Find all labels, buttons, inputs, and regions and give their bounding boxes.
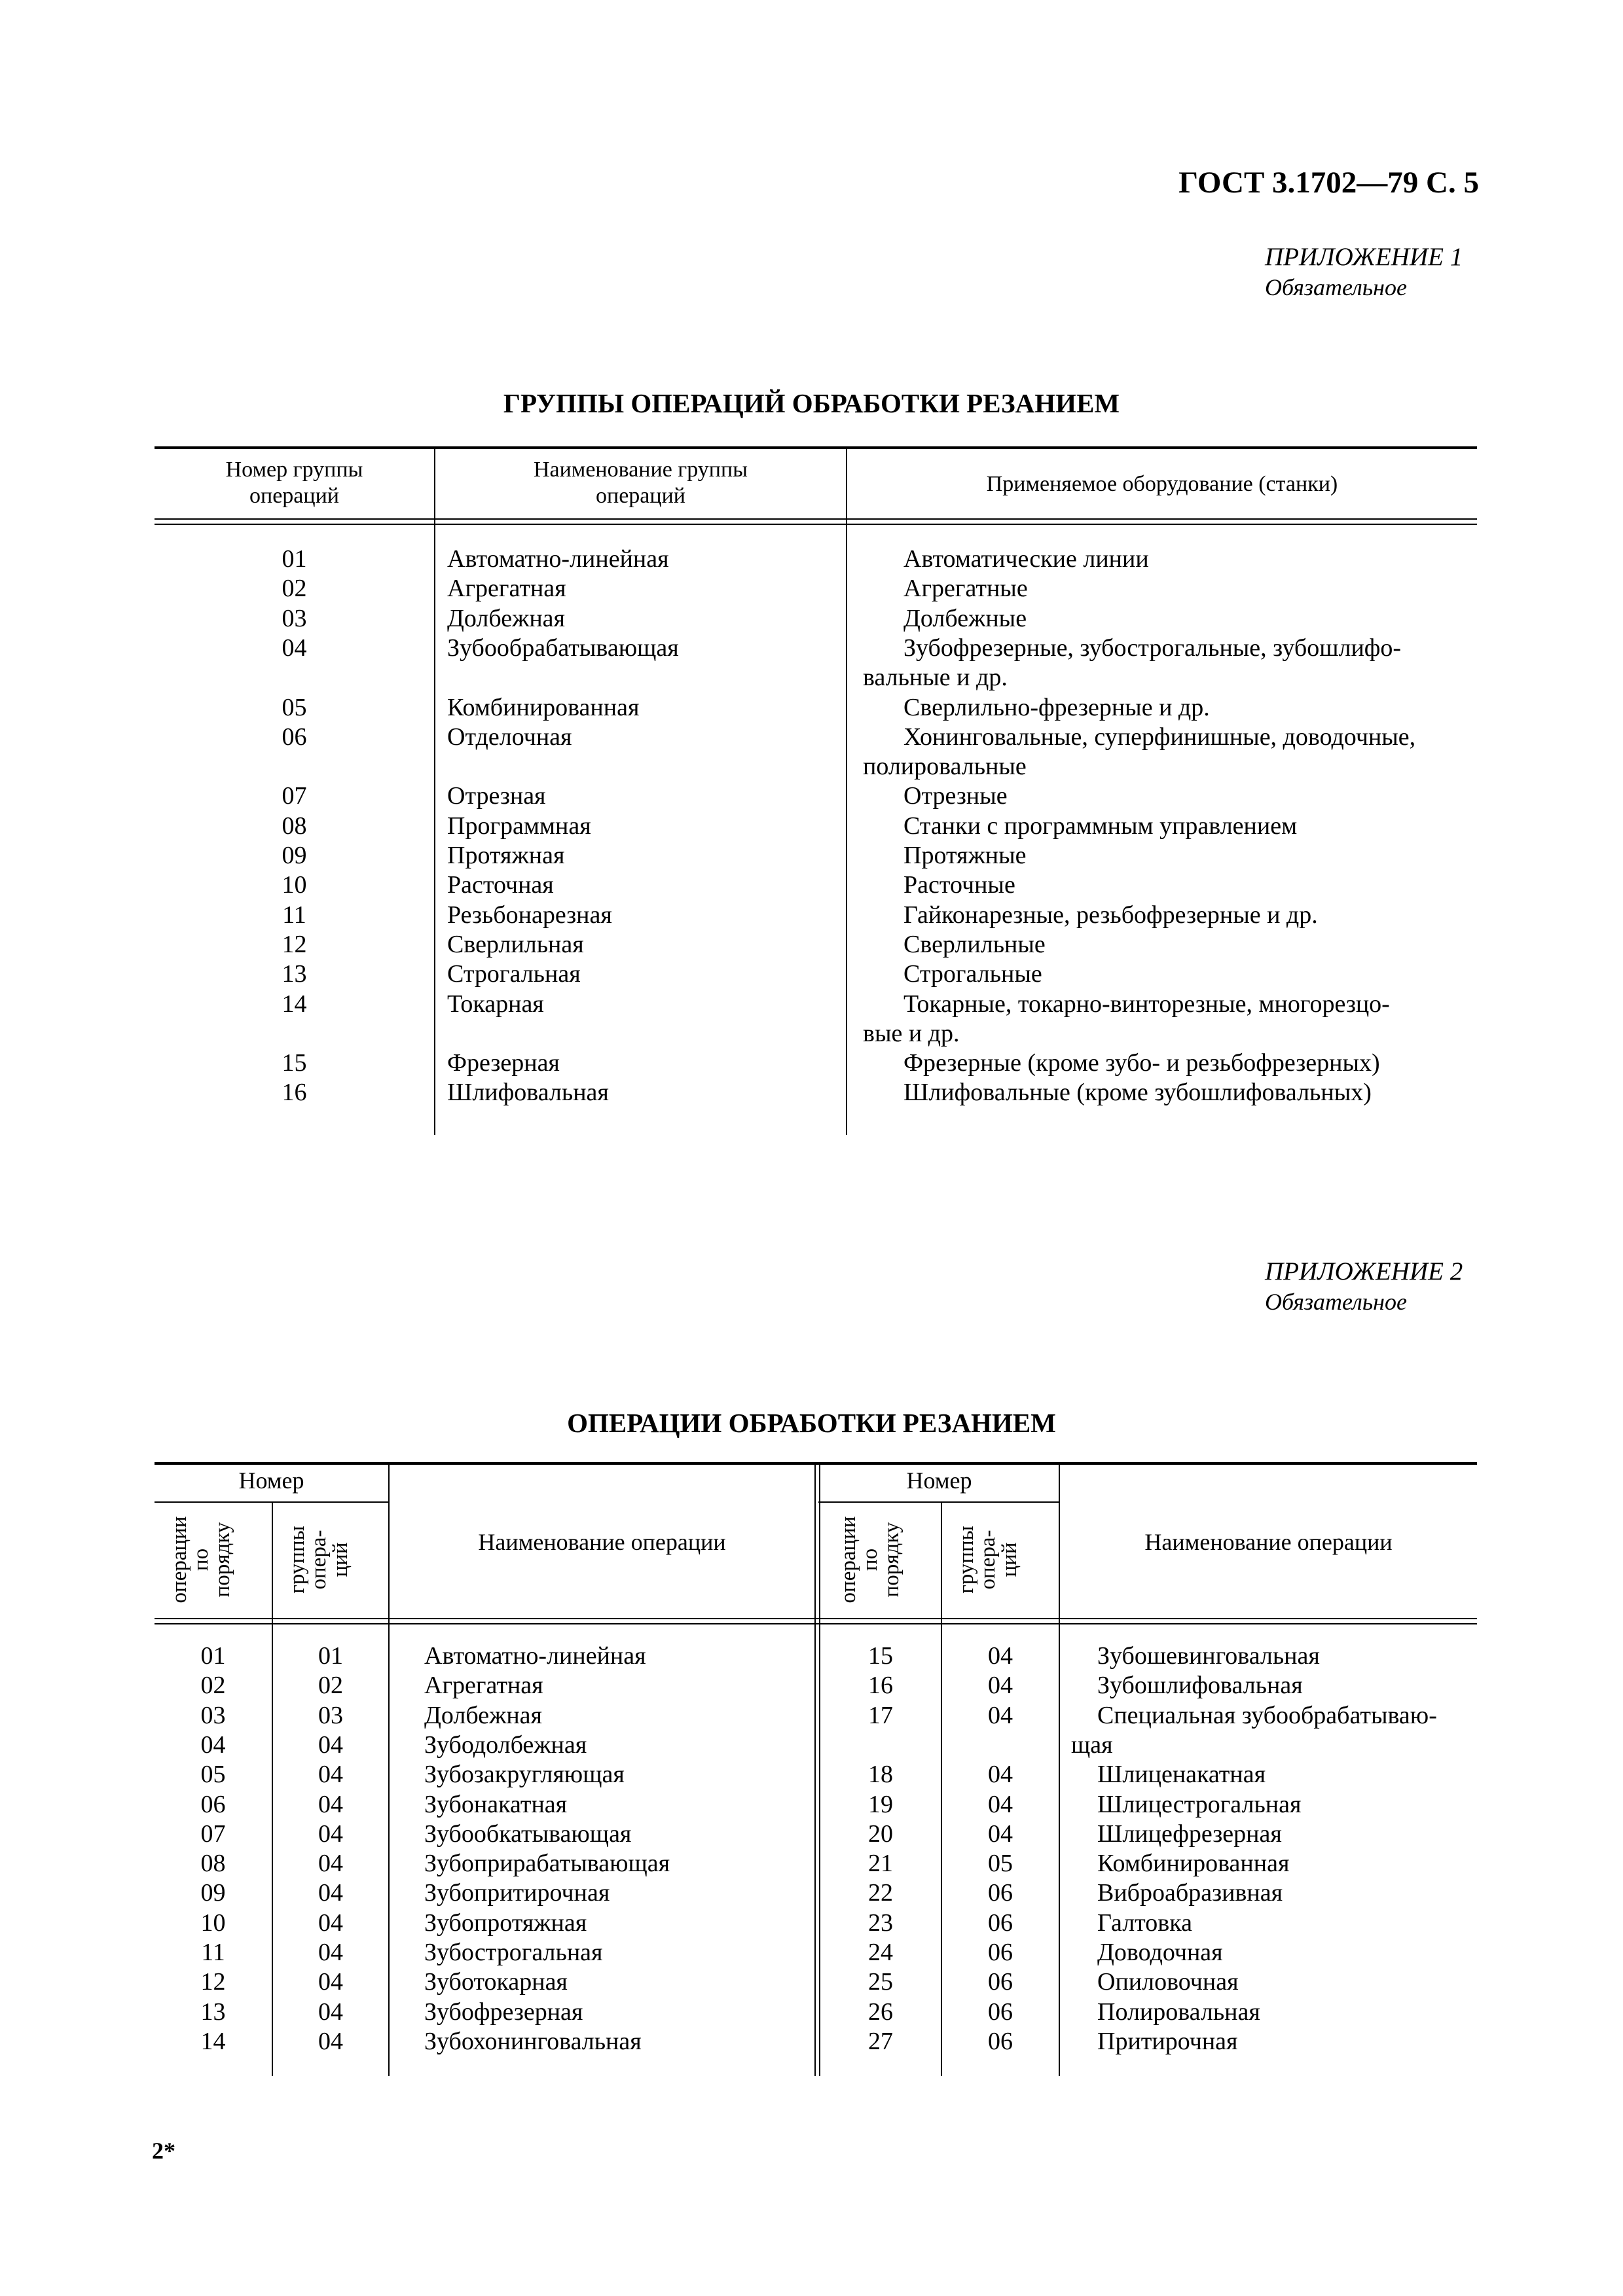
group-name-cell: Отделочная [447,723,572,751]
op-order-cell: 27 [868,2027,893,2055]
op-group-cell: 04 [988,1790,1013,1818]
op-order-cell: 23 [868,1909,893,1937]
op-name-cell: Зубодолбежная [424,1731,587,1759]
equipment-cell: Автоматические линии [903,545,1149,573]
op-order-cell: 15 [868,1642,893,1670]
op-group-cell: 04 [318,1731,343,1759]
op-name-cell: Зубошлифовальная [1097,1672,1303,1700]
column-header-number-left: Номер [238,1467,304,1494]
op-group-cell: 06 [988,2027,1013,2055]
op-order-cell: 07 [200,1820,226,1848]
group-name-cell: Сверлильная [447,930,584,958]
op-group-cell: 04 [988,1701,1013,1729]
group-name-cell: Долбежная [447,604,566,632]
column-header-group-name: Наименование группы операций [533,457,748,508]
group-number-cell: 02 [282,575,307,603]
group-number-cell: 10 [282,871,307,899]
group-name-cell: Токарная [447,990,544,1018]
op-name-cell: Зуботокарная [424,1968,568,1996]
op-order-cell: 26 [868,1998,893,2026]
op-order-cell: 06 [200,1790,226,1818]
op-name-cell: Агрегатная [424,1672,543,1700]
group-number-cell: 09 [282,842,307,869]
equipment-cell: Отрезные [903,782,1008,810]
op-group-cell: 04 [318,1909,343,1937]
op-order-cell: 05 [200,1761,226,1789]
op-name-cell: Зубопритирочная [424,1879,610,1907]
op-order-cell: 01 [200,1642,226,1670]
op-group-cell: 06 [988,1909,1013,1937]
group-name-cell: Программная [447,812,591,840]
column-header-group-left: группы опера- ций [285,1526,352,1594]
op-name-cell: Виброабразивная [1097,1879,1283,1907]
op-order-cell: 12 [200,1968,226,1996]
equipment-cell: Протяжные [903,842,1027,869]
equipment-cell: Строгальные [903,960,1042,988]
appendix-1-status: Обязательное [1265,274,1407,300]
op-name-cell: Галтовка [1097,1909,1192,1937]
op-order-cell: 19 [868,1790,893,1818]
op-group-cell: 02 [318,1672,343,1700]
op-name-cell: Зубофрезерная [424,1998,583,2026]
op-group-cell: 04 [988,1820,1013,1848]
group-number-cell: 12 [282,930,307,958]
group-name-cell: Расточная [447,871,554,899]
equipment-cell: Токарные, токарно-винторезные, многорезцо- [903,990,1390,1018]
op-name-cell: Зубострогальная [424,1939,603,1966]
equipment-cell: Хонинговальные, суперфинишные, доводочные, [903,723,1416,751]
op-order-cell: 24 [868,1939,893,1966]
group-name-cell: Протяжная [447,842,565,869]
op-name-cell: Шлицестрогальная [1097,1790,1302,1818]
table-2-title: ОПЕРАЦИИ ОБРАБОТКИ РЕЗАНИЕМ [567,1408,1056,1438]
op-group-cell: 04 [318,1850,343,1878]
group-number-cell: 13 [282,960,307,988]
op-group-cell: 06 [988,1968,1013,1996]
equipment-cell: Гайконарезные, резьбофрезерные и др. [903,901,1318,929]
group-number-cell: 01 [282,545,307,573]
op-order-cell: 03 [200,1701,226,1729]
op-group-cell: 04 [318,1998,343,2026]
group-number-cell: 14 [282,990,307,1018]
group-name-cell: Шлифовальная [447,1079,609,1107]
group-number-cell: 08 [282,812,307,840]
equipment-cell: Станки с программным управлением [903,812,1298,840]
op-name-cell: Зубошевинговальная [1097,1642,1320,1670]
document-header: ГОСТ 3.1702—79 С. 5 [1178,166,1479,200]
group-number-cell: 16 [282,1079,307,1107]
column-header-op-name-left: Наименование операции [478,1529,726,1555]
op-name-cell: Специальная зубообрабатываю- [1097,1701,1437,1729]
op-name-cell: Шлицефрезерная [1097,1820,1282,1848]
op-name-cell: Зубопротяжная [424,1909,587,1937]
op-name-cell: Зубонакатная [424,1790,568,1818]
op-order-cell: 10 [200,1909,226,1937]
group-name-cell: Автоматно-линейная [447,545,669,573]
equipment-cell: Зубофрезерные, зубострогальные, зубошлифо- [903,634,1402,662]
op-name-cell: Зубохонинговальная [424,2027,642,2055]
column-header-op-order-left: операции по порядку [168,1516,234,1604]
op-order-cell: 11 [201,1939,225,1966]
page-footer-mark: 2* [152,2138,175,2164]
op-order-cell: 18 [868,1761,893,1789]
op-name-cell: Автоматно-линейная [424,1642,646,1670]
group-number-cell: 07 [282,782,307,810]
column-header-equipment: Применяемое оборудование (станки) [986,472,1338,496]
op-name-cell: Притирочная [1097,2027,1238,2055]
op-name-cell: Зубоприрабатывающая [424,1850,670,1878]
op-group-cell: 04 [318,2027,343,2055]
equipment-cell-continuation: вальные и др. [863,664,1008,692]
op-order-cell: 04 [200,1731,226,1759]
op-order-cell: 09 [200,1879,226,1907]
op-group-cell: 04 [318,1790,343,1818]
appendix-2-label: ПРИЛОЖЕНИЕ 2 [1265,1257,1463,1285]
appendix-1-label: ПРИЛОЖЕНИЕ 1 [1265,243,1463,271]
equipment-cell: Сверлильно-фрезерные и др. [903,693,1210,721]
op-group-cell: 04 [318,1820,343,1848]
group-name-cell: Комбинированная [447,693,640,721]
op-order-cell: 02 [200,1672,226,1700]
op-order-cell: 21 [868,1850,893,1878]
op-name-cell: Зубообкатывающая [424,1820,632,1848]
op-group-cell: 04 [988,1642,1013,1670]
equipment-cell: Агрегатные [903,575,1028,603]
op-order-cell: 20 [868,1820,893,1848]
op-name-cell: Полировальная [1097,1998,1260,2026]
op-name-cell: Комбинированная [1097,1850,1290,1878]
table-1-title: ГРУППЫ ОПЕРАЦИЙ ОБРАБОТКИ РЕЗАНИЕМ [503,388,1120,418]
op-order-cell: 25 [868,1968,893,1996]
group-name-cell: Агрегатная [447,575,566,603]
op-group-cell: 06 [988,1939,1013,1966]
op-group-cell: 04 [988,1672,1013,1700]
op-order-cell: 14 [200,2027,226,2055]
column-header-number-right: Номер [906,1467,972,1494]
op-name-cell-continuation: щая [1071,1731,1113,1759]
op-group-cell: 04 [318,1761,343,1789]
op-group-cell: 06 [988,1879,1013,1907]
group-name-cell: Резьбонарезная [447,901,612,929]
op-group-cell: 04 [318,1968,343,1996]
op-order-cell: 22 [868,1879,893,1907]
column-header-op-order-right: операции по порядку [837,1516,903,1604]
op-group-cell: 04 [318,1879,343,1907]
group-number-cell: 11 [282,901,306,929]
equipment-cell: Фрезерные (кроме зубо- и резьбофрезерных) [903,1049,1380,1077]
column-header-group-number: Номер группы операций [225,457,363,508]
op-order-cell: 08 [200,1850,226,1878]
equipment-cell-continuation: полировальные [863,753,1027,781]
column-header-group-right: группы опера- ций [955,1526,1021,1594]
equipment-cell: Расточные [903,871,1015,899]
group-number-cell: 15 [282,1049,307,1077]
group-number-cell: 06 [282,723,307,751]
op-group-cell: 03 [318,1701,343,1729]
group-name-cell: Строгальная [447,960,581,988]
op-group-cell: 01 [318,1642,343,1670]
column-header-op-name-right: Наименование операции [1144,1529,1393,1555]
op-order-cell: 16 [868,1672,893,1700]
op-name-cell: Долбежная [424,1701,543,1729]
group-name-cell: Отрезная [447,782,546,810]
op-name-cell: Шлиценакатная [1097,1761,1266,1789]
op-name-cell: Зубозакругляющая [424,1761,625,1789]
op-group-cell: 06 [988,1998,1013,2026]
appendix-2-status: Обязательное [1265,1289,1407,1315]
equipment-cell: Сверлильные [903,930,1046,958]
op-name-cell: Доводочная [1097,1939,1223,1966]
group-name-cell: Зубообрабатывающая [447,634,679,662]
equipment-cell-continuation: вые и др. [863,1019,960,1047]
op-order-cell: 17 [868,1701,893,1729]
group-name-cell: Фрезерная [447,1049,560,1077]
group-number-cell: 04 [282,634,307,662]
op-name-cell: Опиловочная [1097,1968,1239,1996]
op-group-cell: 04 [988,1761,1013,1789]
group-number-cell: 05 [282,693,307,721]
equipment-cell: Долбежные [903,604,1027,632]
equipment-cell: Шлифовальные (кроме зубошлифовальных) [903,1079,1372,1107]
op-group-cell: 05 [988,1850,1013,1878]
group-number-cell: 03 [282,604,307,632]
op-group-cell: 04 [318,1939,343,1966]
op-order-cell: 13 [200,1998,226,2026]
